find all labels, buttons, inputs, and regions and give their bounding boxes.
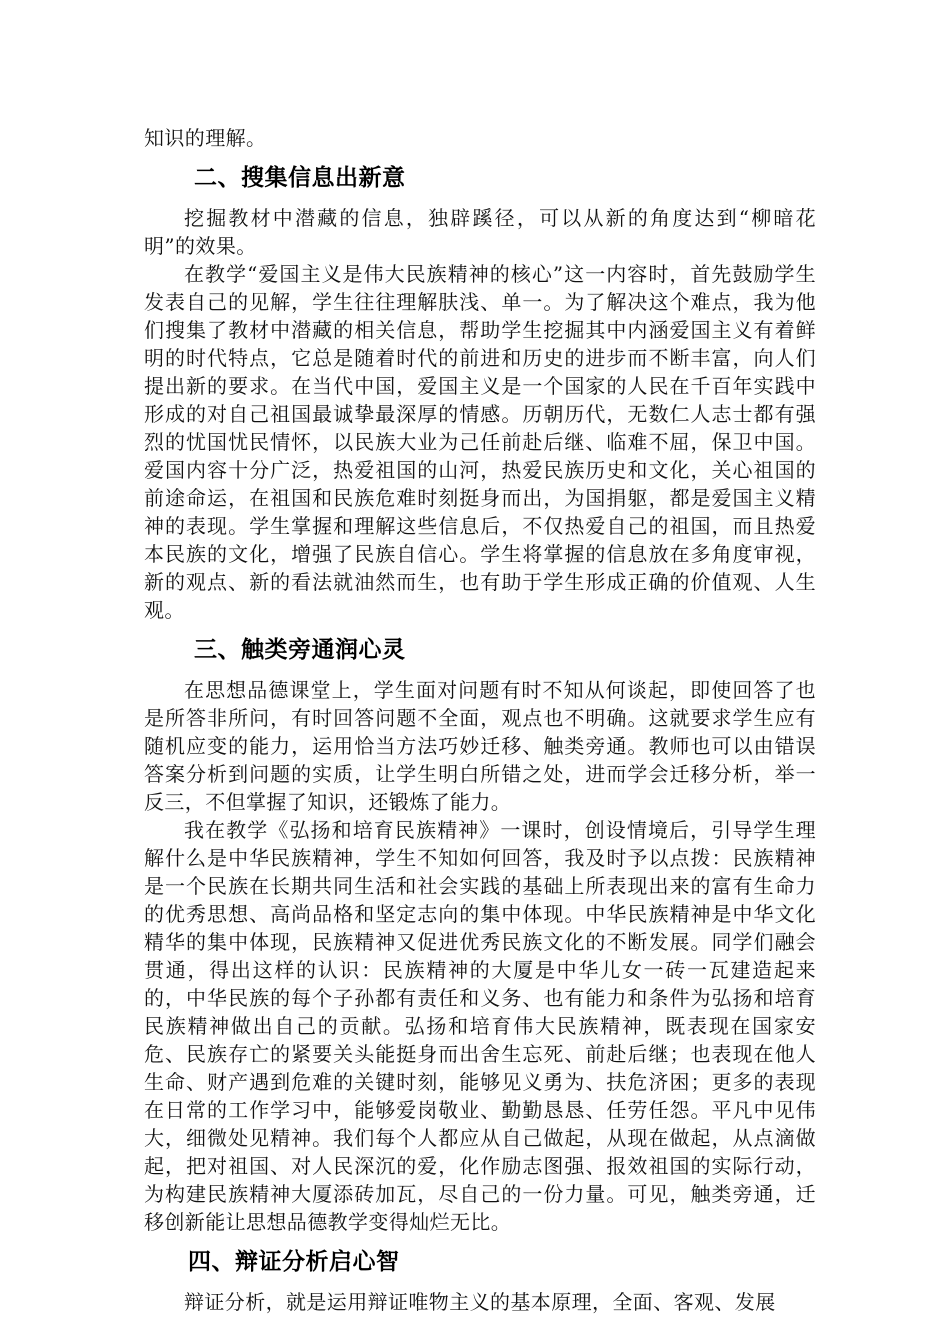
intro-paragraph-tail: 知识的理解。 xyxy=(144,126,267,150)
section-heading-4: 四、辩证分析启心智 xyxy=(188,1249,400,1275)
section4-paragraph-1: 辩证分析，就是运用辩证唯物主义的基本原理，全面、客观、发展 xyxy=(184,1290,776,1314)
section2-paragraph-1: 挖掘教材中潜藏的信息，独辟蹊径，可以从新的角度达到“柳暗花明”的效果。 xyxy=(144,206,816,258)
section3-paragraph-2: 我在教学《弘扬和培育民族精神》一课时，创设情境后，引导学生理解什么是中华民族精神，学生不知如何回答，我及时予以点拨：民族精神是一个民族在长期共同生活和社会实践的基础上所表现出来的富有生命力的优秀思想、高尚品格和坚定志向的集中体现。中华民族精神是中华文化精华的集中体现，民族精神又促进优秀民族文化的不断发展。同学们融会贯通，得出这样的认识：民族精神的大厦是中华儿女一砖一瓦建造起来的，中华民族的每个子孙都有责任和义务、也有能力和条件为弘扬和培育民族精神做出自己的贡献。弘扬和培育伟大民族精神，既表现在国家安危、民族存亡的紧要关头能挺身而出舍生忘死、前赴后继；也表现在他人生命、财产遇到危难的关键时刻，能够见义勇为、扶危济困；更多的表现在日常的工作学习中，能够爱岗敬业、勤勤恳恳、任劳任怨。平凡中见伟大，细微处见精神。我们每个人都应从自己做起，从现在做起，从点滴做起，把对祖国、对人民深沉的爱，化作励志图强、报效祖国的实际行动，为构建民族精神大厦添砖加瓦，尽自己的一份力量。可见，触类旁通，迁移创新能让思想品德教学变得灿烂无比。 xyxy=(144,818,816,1234)
section-heading-3: 三、触类旁通润心灵 xyxy=(194,637,406,663)
section3-paragraph-1: 在思想品德课堂上，学生面对问题有时不知从何谈起，即使回答了也是所答非所问，有时回答问题不全面，观点也不明确。这就要求学生应有随机应变的能力，运用恰当方法巧妙迁移、触类旁通。教师也可以由错误答案分析到问题的实质，让学生明白所错之处，进而学会迁移分析，举一反三，不但掌握了知识，还锻炼了能力。 xyxy=(144,678,816,814)
section2-paragraph-2: 在教学“爱国主义是伟大民族精神的核心”这一内容时，首先鼓励学生发表自己的见解，学生往往理解肤浅、单一。为了解决这个难点，我为他们搜集了教材中潜藏的相关信息，帮助学生挖掘其中内涵爱国主义有着鲜明的时代特点，它总是随着时代的前进和历史的进步而不断丰富，向人们提出新的要求。在当代中国，爱国主义是一个国家的人民在千百年实践中形成的对自己祖国最诚挚最深厚的情感。历朝历代，无数仁人志士都有强烈的忧国忧民情怀，以民族大业为己任前赴后继、临难不屈，保卫中国。爱国内容十分广泛，热爱祖国的山河，热爱民族历史和文化，关心祖国的前途命运，在祖国和民族危难时刻挺身而出，为国捐躯，都是爱国主义精神的表现。学生掌握和理解这些信息后，不仅热爱自己的祖国，而且热爱本民族的文化，增强了民族自信心。学生将掌握的信息放在多角度审视，新的观点、新的看法就油然而生，也有助于学生形成正确的价值观、人生观。 xyxy=(144,262,816,622)
section-heading-2: 二、搜集信息出新意 xyxy=(194,165,406,191)
document-page xyxy=(144,124,816,1316)
